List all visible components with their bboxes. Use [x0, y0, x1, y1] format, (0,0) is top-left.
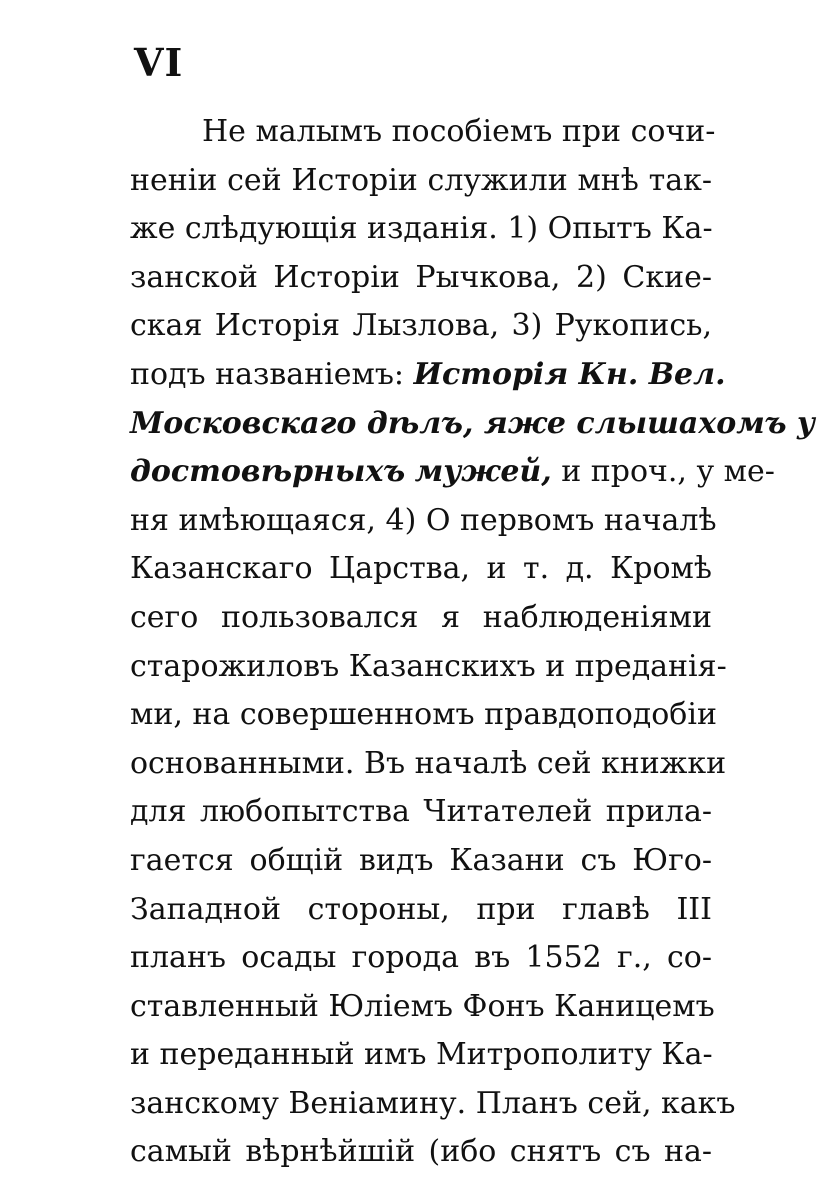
text-line: сего пользовался я наблюденіями	[130, 599, 712, 635]
text-line: основанными. Въ началѣ сей книжки	[130, 745, 727, 781]
text-line: ставленный Юліемъ Фонъ Каницемъ	[130, 988, 715, 1024]
text-line-segment: и проч., у ме-	[561, 454, 775, 490]
page-number: VI	[134, 40, 184, 85]
text-line: ня имѣющаяся, 4) О первомъ началѣ	[130, 502, 717, 538]
text-line	[130, 351, 726, 400]
text-line: же слѣдующія изданія. 1) Опытъ Ка-	[130, 211, 713, 247]
text-line: занскому Веніамину. Планъ сей, какъ	[130, 1085, 736, 1121]
text-line: Западной стороны, при главѣ III	[130, 891, 712, 927]
text-line: и переданный имъ Митрополиту Ка-	[130, 1037, 713, 1073]
italic-title: мужей,	[414, 454, 552, 490]
text-line: планъ осады города въ 1552 г., со-	[130, 940, 712, 976]
text-line	[130, 448, 775, 497]
text-line: ми, на совершенномъ правдоподобіи	[130, 697, 717, 733]
italic-title: достовѣрныхъ	[130, 454, 406, 490]
text-line: старожиловъ Казанскихъ и преданія-	[130, 648, 727, 684]
text-line: ская Исторія Лызлова, 3) Рукопись,	[130, 308, 712, 344]
body-paragraph	[130, 108, 815, 1177]
text-line: Казанскаго Царства, и т. д. Кромѣ	[130, 551, 712, 587]
text-line: для любопытства Читателей прила-	[130, 794, 712, 830]
text-line: гается общій видъ Казани съ Юго-	[130, 842, 712, 878]
text-line: занской Исторіи Рычкова, 2) Ские-	[130, 259, 712, 295]
text-line-segment: подъ названіемъ:	[130, 356, 405, 392]
text-line: Не малымъ пособіемъ при сочи-	[202, 114, 716, 149]
text-line: самый вѣрнѣйшій (ибо снятъ съ на-	[130, 1134, 712, 1170]
italic-title: Исторія Кн. Вел.	[413, 356, 726, 392]
text-line: неніи сей Исторіи служили мнѣ так-	[130, 162, 712, 198]
italic-title-line: Московскаго дѣлъ, яже слышахомъ у	[130, 405, 815, 441]
